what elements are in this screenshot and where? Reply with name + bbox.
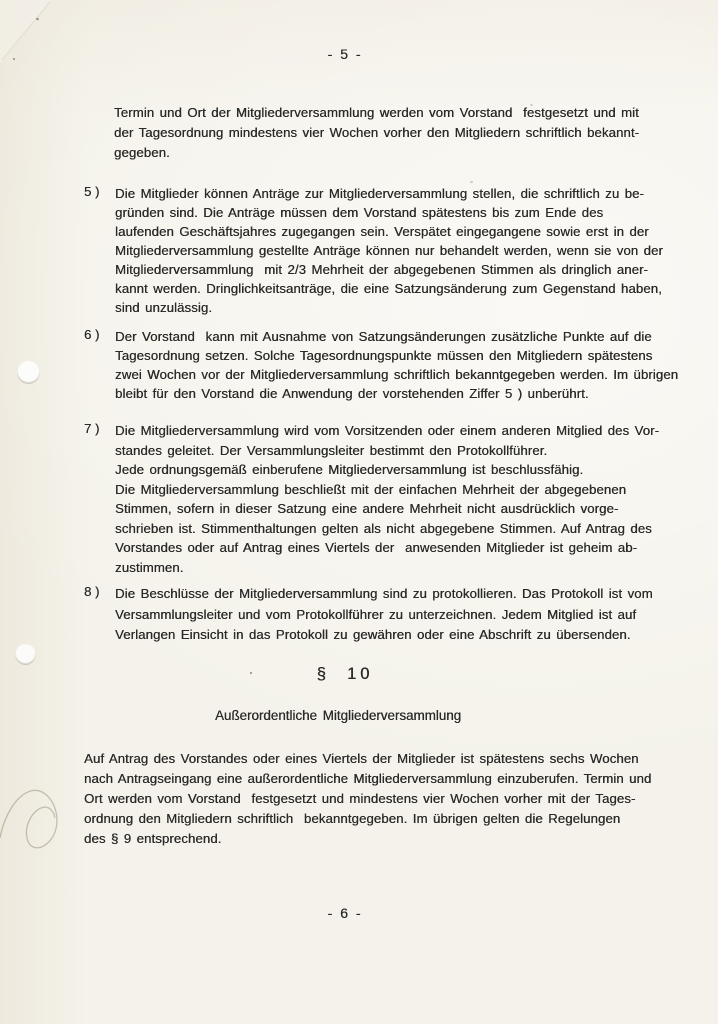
text-line: Der Vorstand kann mit Ausnahme von Satzungsänderungen zusätzliche Punkte auf die	[115, 329, 652, 344]
text-line: zustimmen.	[115, 559, 184, 575]
text-line: des § 9 entsprechend.	[84, 831, 222, 846]
text-line: gegeben.	[114, 145, 170, 160]
hole-punch-mark	[17, 361, 40, 384]
text-line: Versammlungsleiter und vom Protokollführer zu unterzeichnen. Jedem Mitglied ist auf	[115, 606, 637, 622]
text-line: der Tagesordnung mindestens vier Wochen vorher den Mitgliedern schriftlich bekannt-	[114, 125, 640, 140]
text-line: ordnung den Mitgliedern schriftlich bekanntgegeben. Im übrigen gelten die Regelungen	[84, 811, 621, 826]
item-number: 8 )	[84, 584, 100, 599]
item-text	[115, 327, 678, 403]
text-line: schrieben ist. Stimmenthaltungen gelten als nicht abgegebene Stimmen. Auf Antrag des	[115, 520, 652, 536]
text-line: Termin und Ort der Mitgliederversammlung werden vom Vorstand festgesetzt und mit	[114, 105, 639, 120]
section-heading: § 10	[316, 665, 374, 683]
section-subheading: Außerordentliche Mitgliederversammlung	[214, 708, 462, 723]
numbered-item	[84, 584, 653, 646]
text-line: Mitgliederversammlung gestellte Anträge können nur behandelt werden, wenn sie von der	[115, 243, 663, 258]
text-line: standes geleitet. Der Versammlungsleiter bestimmt den Protokollführer.	[115, 442, 548, 458]
text-line: Die Beschlüsse der Mitgliederversammlung sind zu protokollieren. Das Protokoll ist vom	[115, 586, 653, 601]
text-line: Jede ordnungsgemäß einberufene Mitgliederversammlung ist beschlussfähig.	[115, 462, 584, 477]
fold-corner	[0, 0, 70, 80]
numbered-item	[84, 184, 663, 317]
text-line: Verlangen Einsicht in das Protokoll zu gewähren oder eine Abschrift zu übersenden.	[115, 627, 631, 642]
hole-punch-mark	[15, 644, 36, 665]
item-text	[115, 584, 653, 646]
text-line: Stimmen, sofern in dieser Satzung eine andere Mehrheit nicht ausdrücklich vorge-	[115, 501, 619, 516]
text-line: Die Mitgliederversammlung wird vom Vorsitzenden oder einem anderen Mitglied des Vor-	[115, 423, 660, 438]
text-line: laufenden Geschäftsjahres zugegangen sein. Verspätet eingegangene sowie erst in der	[115, 224, 649, 239]
item-text	[115, 421, 659, 577]
text-line: Die Mitgliederversammlung beschließt mit der einfachen Mehrheit der abgegebenen	[115, 481, 627, 497]
item-text	[115, 184, 663, 317]
text-line: gründen sind. Die Anträge müssen dem Vorstand spätestens bis zum Ende des	[115, 205, 604, 220]
text-line: Die Mitglieder können Anträge zur Mitgliederversammlung stellen, die schriftlich zu be-	[115, 186, 644, 201]
item-number: 7 )	[84, 421, 100, 436]
text-line: Ort werden vom Vorstand festgesetzt und mindestens vier Wochen vorher mit der Tages-	[84, 791, 636, 806]
closing-paragraph	[84, 749, 651, 849]
text-line: Vorstandes oder auf Antrag eines Viertels der anwesenden Mitglieder ist geheim ab-	[115, 540, 638, 555]
text-line: Mitgliederversammlung mit 2/3 Mehrheit der abgegebenen Stimmen als dringlich aner-	[115, 262, 648, 277]
pen-squiggle-mark	[0, 778, 80, 878]
paper-speck	[36, 17, 40, 20]
text-line: bleibt für den Vorstand die Anwendung der vorstehenden Ziffer 5 ) unberührt.	[115, 386, 589, 401]
text-line: nach Antragseingang eine außerordentliche Mitgliederversammlung einzuberufen. Termin und	[84, 771, 652, 786]
text-line: Tagesordnung setzen. Solche Tagesordnungspunkte müssen den Mitgliedern spätestens	[115, 348, 653, 363]
numbered-item	[84, 327, 678, 403]
text-line: Auf Antrag des Vorstandes oder eines Viertels der Mitglieder ist spätestens sechs Wochen	[84, 751, 639, 766]
paper-speck	[470, 181, 473, 183]
text-line: sind unzulässig.	[115, 300, 213, 315]
intro-paragraph	[114, 103, 639, 163]
item-number: 5 )	[84, 184, 100, 199]
page-number-header: - 5 -	[327, 46, 363, 62]
text-line: kannt werden. Dringlichkeitsanträge, die eine Satzungsänderung zum Gegenstand haben,	[115, 281, 662, 296]
page-number-footer: - 6 -	[327, 905, 363, 921]
item-number: 6 )	[84, 327, 100, 342]
numbered-item	[84, 421, 659, 577]
text-line: zwei Wochen vor der Mitgliederversammlung schriftlich bekanntgegeben werden. Im übrigen	[115, 367, 679, 382]
